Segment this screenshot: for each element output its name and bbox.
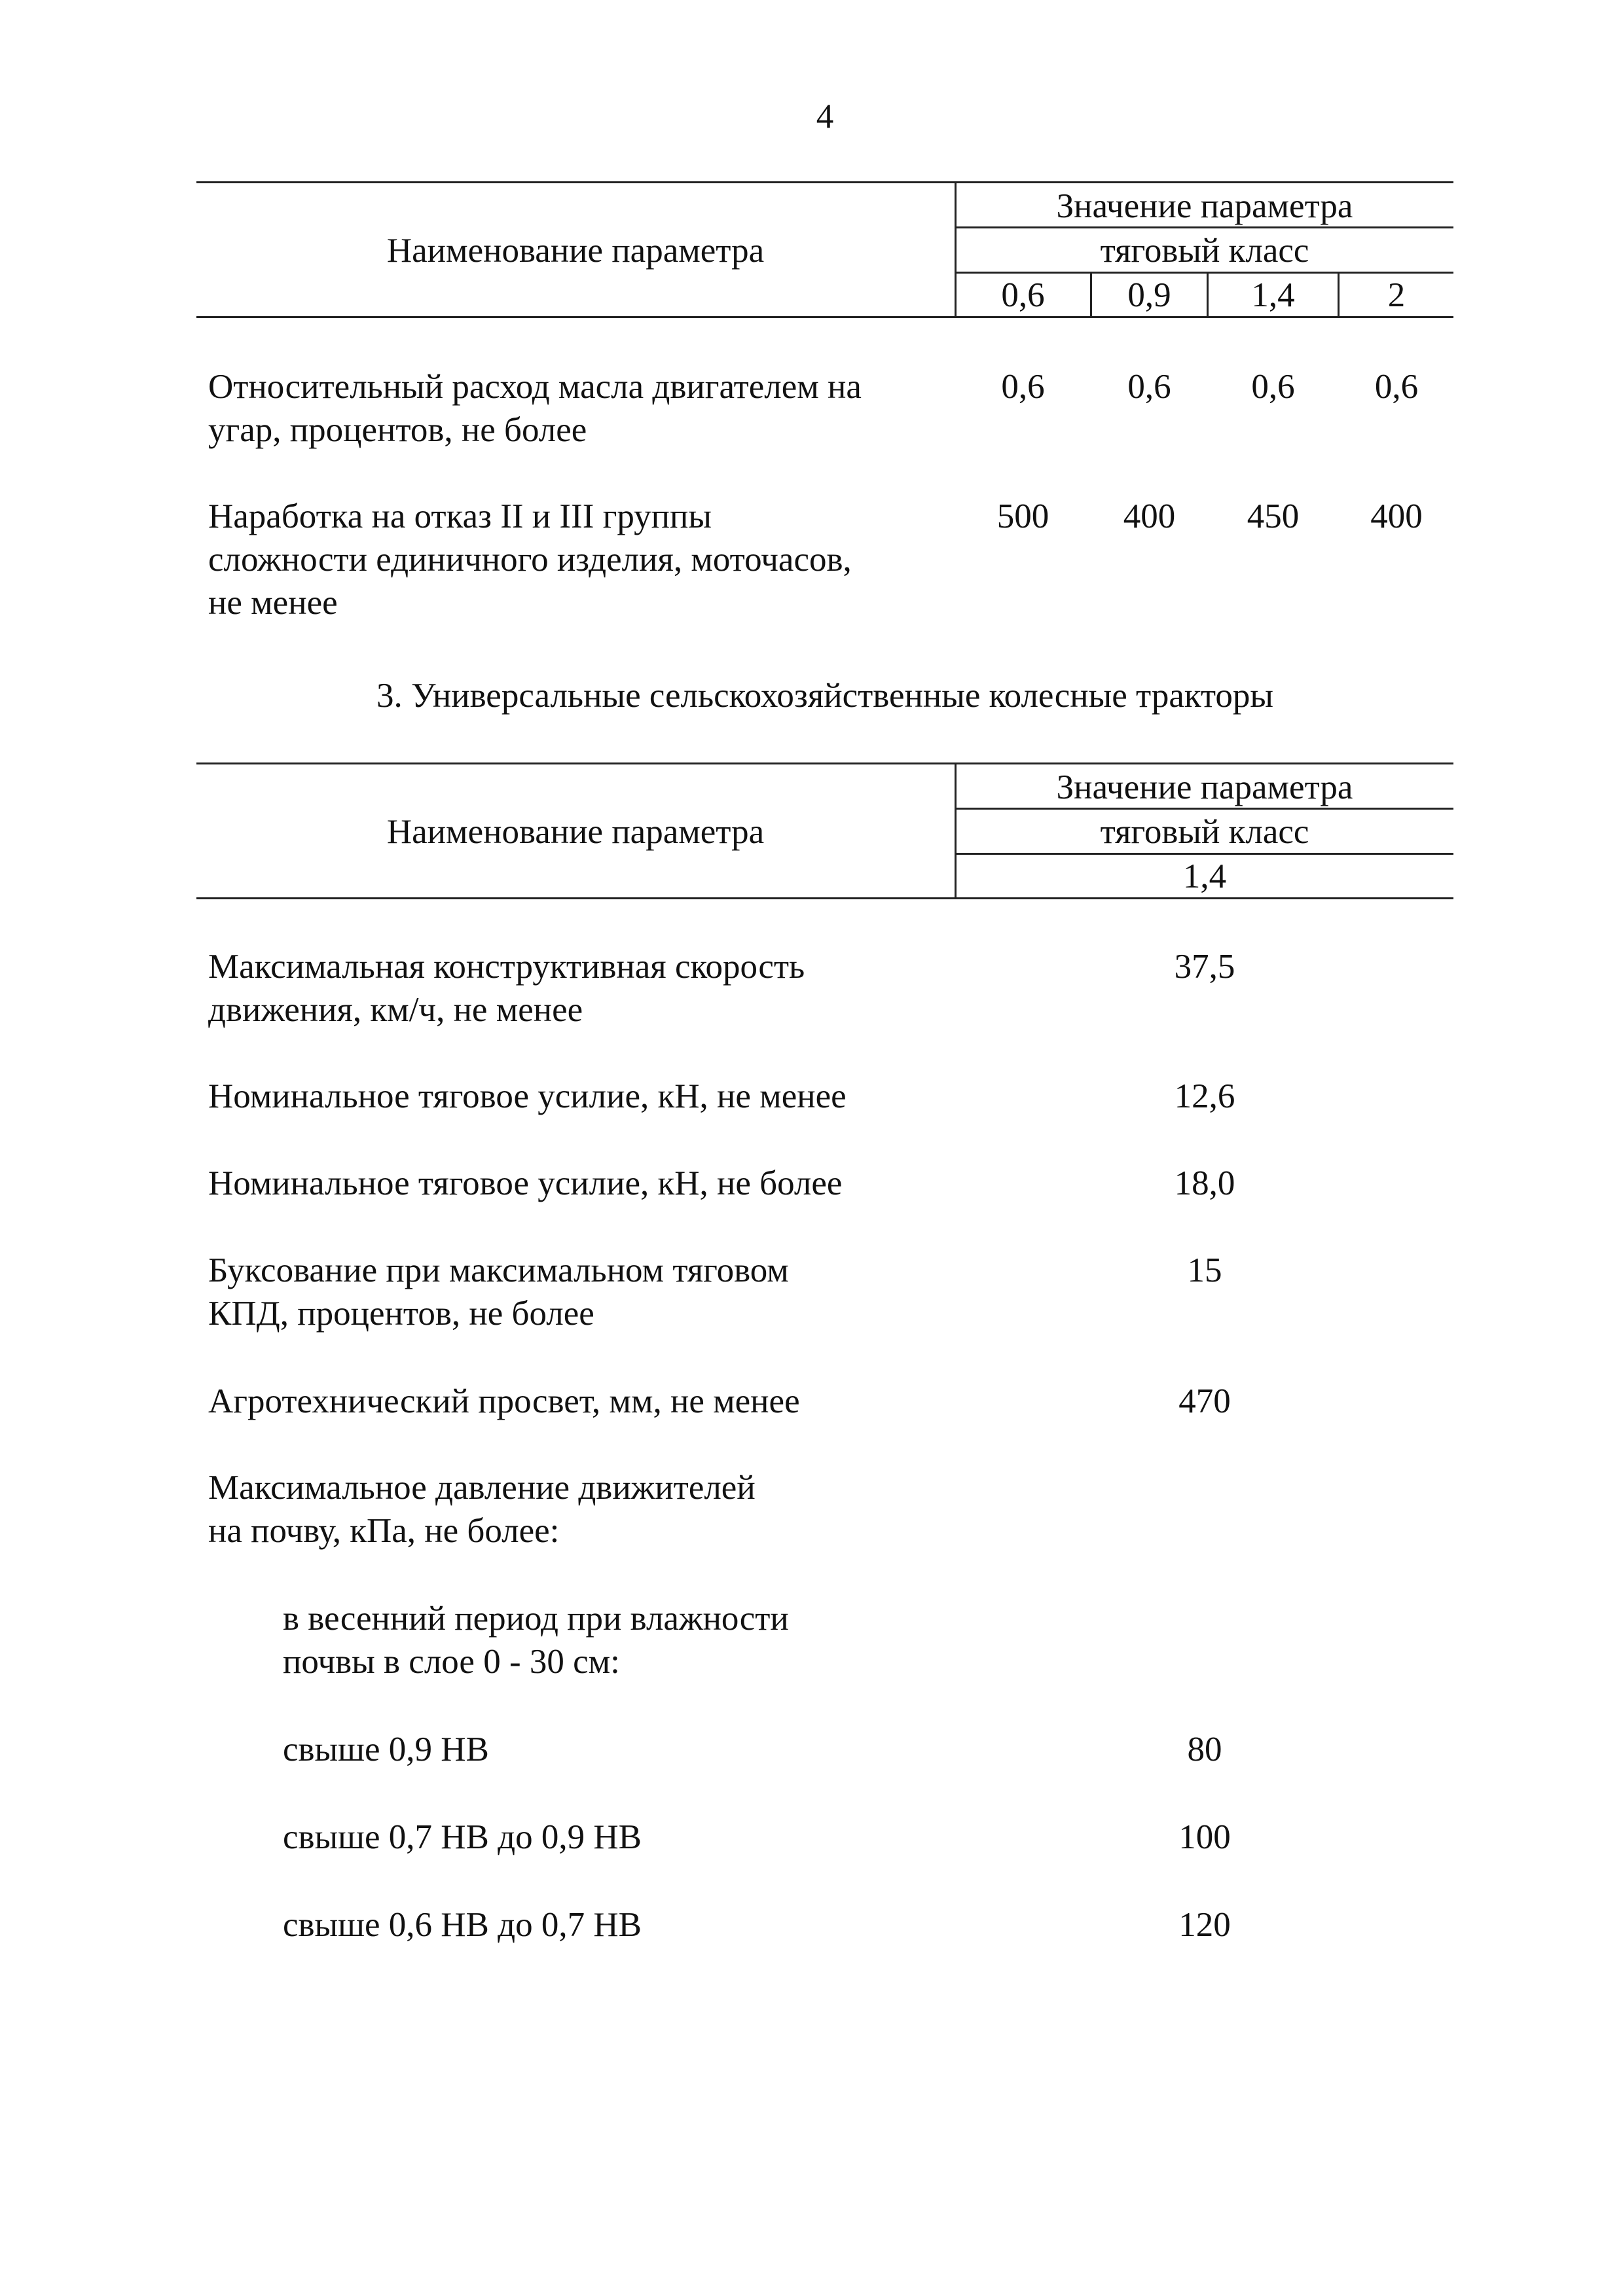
table-2-class-header: 1,4 [1182, 857, 1227, 895]
table-1-class-header: 1,4 [1251, 276, 1295, 314]
table-2-class-label: тяговый класс [1100, 813, 1309, 851]
table-1-class-header: 2 [1387, 276, 1406, 314]
table-1-class-header: 0,6 [1001, 276, 1045, 314]
row-value: 400 [1123, 497, 1176, 535]
row-label-line: сложности единичного изделия, моточасов, [208, 541, 852, 579]
row-value: 100 [1178, 1818, 1231, 1856]
row-label-line: угар, процентов, не более [208, 411, 587, 449]
section-title: 3. Универсальные сельскохозяйственные колесные тракторы [376, 677, 1273, 715]
row-label-line: Максимальная конструктивная скорость [208, 948, 805, 986]
row-label-line: Номинальное тяговое усилие, кН, не менее [208, 1077, 847, 1115]
row-value: 400 [1370, 497, 1423, 535]
row-label-line: свыше 0,7 НВ до 0,9 НВ [283, 1818, 642, 1856]
row-label-line: Номинальное тяговое усилие, кН, не более [208, 1164, 843, 1202]
table-2-value-column-header: Значение параметра [1056, 768, 1353, 806]
row-value: 80 [1187, 1731, 1222, 1768]
row-value: 37,5 [1174, 948, 1235, 986]
row-value: 15 [1187, 1251, 1222, 1289]
row-label-line: на почву, кПа, не более: [208, 1512, 560, 1550]
table-1-class-header: 0,9 [1127, 276, 1171, 314]
row-value: 500 [996, 497, 1049, 535]
table-1-class-label: тяговый класс [1100, 232, 1309, 270]
row-value: 0,6 [1001, 368, 1045, 406]
row-label-line: свыше 0,9 НВ [283, 1731, 489, 1768]
row-label-line: свыше 0,6 НВ до 0,7 НВ [283, 1906, 642, 1944]
row-value: 120 [1178, 1906, 1231, 1944]
row-label-line: Максимальное давление движителей [208, 1469, 756, 1507]
row-label-line: Относительный расход масла двигателем на [208, 368, 862, 406]
row-value: 18,0 [1174, 1164, 1235, 1202]
row-label-line: почвы в слое 0 - 30 см: [283, 1643, 620, 1681]
row-label-line: Агротехнический просвет, мм, не менее [208, 1382, 800, 1420]
row-label-line: не менее [208, 584, 338, 622]
table-1-name-column-header: Наименование параметра [386, 232, 765, 270]
row-label-line: движения, км/ч, не менее [208, 991, 583, 1029]
page-number: 4 [816, 98, 834, 135]
table-1-value-column-header: Значение параметра [1056, 187, 1353, 225]
table-1-top-rule [196, 181, 1453, 183]
table-2-top-rule [196, 762, 1453, 764]
row-label-line: КПД, процентов, не более [208, 1295, 594, 1333]
row-value: 450 [1247, 497, 1300, 535]
row-value: 0,6 [1374, 368, 1419, 406]
row-value: 0,6 [1251, 368, 1295, 406]
row-label-line: в весенний период при влажности [283, 1600, 789, 1638]
table-2-name-column-header: Наименование параметра [386, 813, 765, 851]
row-label-line: Буксование при максимальном тяговом [208, 1251, 789, 1289]
row-value: 470 [1178, 1382, 1231, 1420]
row-value: 0,6 [1127, 368, 1171, 406]
row-label-line: Наработка на отказ II и III группы [208, 497, 712, 535]
row-value: 12,6 [1174, 1077, 1235, 1115]
